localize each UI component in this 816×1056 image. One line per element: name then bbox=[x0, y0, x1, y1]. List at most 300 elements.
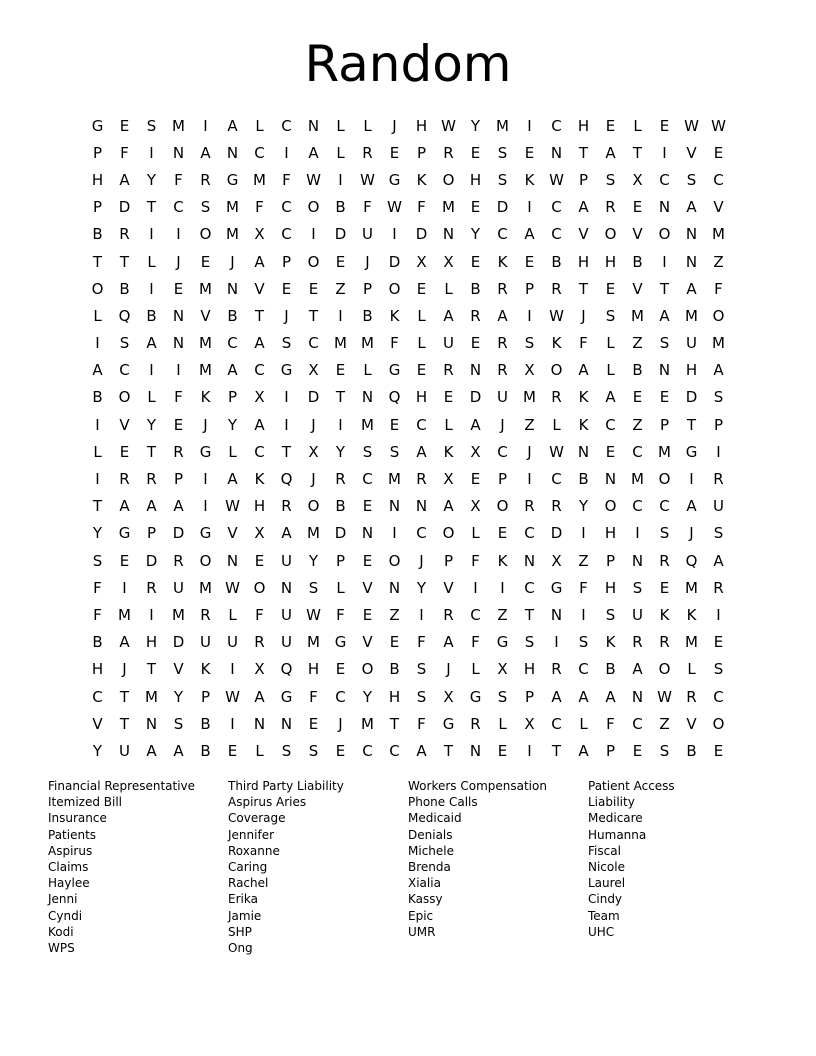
grid-letter[interactable]: M bbox=[712, 225, 725, 244]
grid-letter[interactable]: T bbox=[335, 388, 346, 407]
grid-letter[interactable]: E bbox=[497, 524, 508, 543]
grid-letter[interactable]: V bbox=[713, 198, 724, 217]
grid-letter[interactable]: F bbox=[336, 605, 345, 624]
grid-letter[interactable]: S bbox=[497, 170, 508, 189]
grid-letter[interactable]: A bbox=[227, 116, 238, 135]
grid-letter[interactable]: M bbox=[307, 524, 320, 543]
grid-letter[interactable]: G bbox=[334, 633, 347, 652]
grid-letter[interactable]: Y bbox=[470, 116, 481, 135]
grid-letter[interactable]: N bbox=[226, 551, 239, 570]
grid-letter[interactable]: R bbox=[173, 442, 184, 461]
grid-letter[interactable]: C bbox=[551, 198, 562, 217]
grid-letter[interactable]: P bbox=[173, 470, 184, 489]
grid-letter[interactable]: I bbox=[149, 605, 154, 624]
grid-letter[interactable]: D bbox=[496, 198, 509, 217]
grid-letter[interactable]: C bbox=[659, 170, 670, 189]
grid-letter[interactable]: K bbox=[497, 252, 508, 271]
grid-letter[interactable]: A bbox=[227, 361, 238, 380]
grid-letter[interactable]: J bbox=[176, 252, 181, 271]
grid-letter[interactable]: H bbox=[415, 388, 428, 407]
grid-letter[interactable]: P bbox=[227, 388, 238, 407]
grid-letter[interactable]: C bbox=[254, 143, 265, 162]
grid-letter[interactable]: C bbox=[713, 687, 724, 706]
grid-letter[interactable]: S bbox=[281, 741, 292, 760]
grid-letter[interactable]: H bbox=[469, 170, 482, 189]
grid-letter[interactable]: U bbox=[443, 334, 454, 353]
grid-letter[interactable]: Y bbox=[308, 551, 319, 570]
grid-letter[interactable]: O bbox=[496, 497, 509, 516]
grid-letter[interactable]: L bbox=[444, 415, 453, 434]
grid-letter[interactable]: S bbox=[659, 741, 670, 760]
grid-letter[interactable]: N bbox=[550, 143, 563, 162]
grid-letter[interactable]: L bbox=[444, 279, 453, 298]
grid-letter[interactable]: I bbox=[149, 361, 154, 380]
grid-letter[interactable]: X bbox=[632, 170, 643, 189]
grid-letter[interactable]: Z bbox=[524, 415, 535, 434]
grid-letter[interactable]: S bbox=[659, 334, 670, 353]
grid-letter[interactable]: L bbox=[363, 116, 372, 135]
grid-letter[interactable]: Z bbox=[632, 334, 643, 353]
grid-letter[interactable]: R bbox=[497, 334, 508, 353]
grid-letter[interactable]: K bbox=[551, 334, 562, 353]
grid-letter[interactable]: B bbox=[362, 306, 373, 325]
grid-letter[interactable]: O bbox=[550, 361, 563, 380]
grid-letter[interactable]: R bbox=[659, 551, 670, 570]
grid-letter[interactable]: I bbox=[284, 415, 289, 434]
grid-letter[interactable]: G bbox=[469, 687, 482, 706]
grid-letter[interactable]: A bbox=[281, 524, 292, 543]
grid-letter[interactable]: C bbox=[632, 442, 643, 461]
grid-letter[interactable]: I bbox=[122, 578, 127, 597]
grid-letter[interactable]: J bbox=[365, 252, 370, 271]
grid-letter[interactable]: U bbox=[686, 334, 697, 353]
grid-letter[interactable]: I bbox=[284, 388, 289, 407]
grid-letter[interactable]: F bbox=[471, 633, 480, 652]
grid-letter[interactable]: U bbox=[632, 605, 643, 624]
grid-letter[interactable]: A bbox=[146, 334, 157, 353]
grid-letter[interactable]: D bbox=[415, 225, 428, 244]
grid-letter[interactable]: M bbox=[631, 306, 644, 325]
grid-letter[interactable]: W bbox=[441, 116, 456, 135]
grid-letter[interactable]: S bbox=[686, 170, 697, 189]
grid-letter[interactable]: D bbox=[469, 388, 482, 407]
grid-letter[interactable]: H bbox=[91, 660, 104, 679]
grid-letter[interactable]: O bbox=[388, 279, 401, 298]
grid-letter[interactable]: W bbox=[549, 170, 564, 189]
grid-letter[interactable]: S bbox=[605, 170, 616, 189]
grid-letter[interactable]: Y bbox=[146, 170, 157, 189]
grid-letter[interactable]: F bbox=[579, 334, 588, 353]
grid-letter[interactable]: U bbox=[227, 633, 238, 652]
grid-letter[interactable]: Z bbox=[659, 714, 670, 733]
grid-letter[interactable]: C bbox=[119, 361, 130, 380]
grid-letter[interactable]: K bbox=[200, 660, 211, 679]
grid-letter[interactable]: Y bbox=[578, 497, 589, 516]
grid-letter[interactable]: I bbox=[176, 225, 181, 244]
grid-letter[interactable]: L bbox=[471, 660, 480, 679]
grid-letter[interactable]: D bbox=[334, 225, 347, 244]
grid-letter[interactable]: A bbox=[605, 143, 616, 162]
grid-letter[interactable]: N bbox=[631, 687, 644, 706]
grid-letter[interactable]: M bbox=[199, 361, 212, 380]
grid-letter[interactable]: S bbox=[713, 660, 724, 679]
grid-letter[interactable]: E bbox=[659, 116, 670, 135]
grid-letter[interactable]: R bbox=[200, 170, 211, 189]
grid-letter[interactable]: K bbox=[416, 170, 427, 189]
grid-letter[interactable]: R bbox=[146, 470, 157, 489]
grid-letter[interactable]: X bbox=[308, 442, 319, 461]
grid-letter[interactable]: R bbox=[659, 633, 670, 652]
grid-letter[interactable]: R bbox=[605, 198, 616, 217]
grid-letter[interactable]: S bbox=[362, 442, 373, 461]
grid-letter[interactable]: S bbox=[119, 334, 130, 353]
grid-letter[interactable]: I bbox=[149, 143, 154, 162]
grid-letter[interactable]: O bbox=[604, 497, 617, 516]
grid-letter[interactable]: E bbox=[119, 551, 130, 570]
grid-letter[interactable]: L bbox=[93, 442, 102, 461]
grid-letter[interactable]: S bbox=[389, 442, 400, 461]
grid-letter[interactable]: F bbox=[606, 714, 615, 733]
grid-letter[interactable]: K bbox=[686, 605, 697, 624]
grid-letter[interactable]: G bbox=[388, 170, 401, 189]
grid-letter[interactable]: Y bbox=[173, 687, 184, 706]
grid-letter[interactable]: E bbox=[362, 605, 373, 624]
grid-letter[interactable]: S bbox=[497, 143, 508, 162]
grid-letter[interactable]: E bbox=[335, 660, 346, 679]
grid-letter[interactable]: E bbox=[524, 143, 535, 162]
grid-letter[interactable]: X bbox=[524, 361, 535, 380]
grid-letter[interactable]: X bbox=[416, 252, 427, 271]
grid-letter[interactable]: S bbox=[308, 578, 319, 597]
grid-letter[interactable]: G bbox=[496, 633, 509, 652]
grid-letter[interactable]: L bbox=[93, 306, 102, 325]
grid-letter[interactable]: G bbox=[118, 524, 131, 543]
grid-letter[interactable]: F bbox=[417, 198, 426, 217]
grid-letter[interactable]: O bbox=[658, 660, 671, 679]
grid-letter[interactable]: D bbox=[685, 388, 698, 407]
grid-letter[interactable]: W bbox=[225, 497, 240, 516]
grid-letter[interactable]: N bbox=[658, 198, 671, 217]
grid-letter[interactable]: I bbox=[527, 470, 532, 489]
grid-letter[interactable]: S bbox=[173, 714, 184, 733]
grid-letter[interactable]: Z bbox=[713, 252, 724, 271]
grid-letter[interactable]: S bbox=[146, 116, 157, 135]
grid-letter[interactable]: L bbox=[255, 741, 264, 760]
grid-letter[interactable]: U bbox=[281, 605, 292, 624]
grid-letter[interactable]: E bbox=[632, 198, 643, 217]
grid-letter[interactable]: N bbox=[280, 578, 293, 597]
grid-letter[interactable]: W bbox=[387, 198, 402, 217]
grid-letter[interactable]: N bbox=[685, 252, 698, 271]
grid-letter[interactable]: N bbox=[172, 143, 185, 162]
grid-letter[interactable]: R bbox=[443, 143, 454, 162]
grid-letter[interactable]: O bbox=[307, 252, 320, 271]
grid-letter[interactable]: F bbox=[417, 714, 426, 733]
grid-letter[interactable]: B bbox=[632, 252, 643, 271]
grid-letter[interactable]: F bbox=[282, 170, 291, 189]
grid-letter[interactable]: R bbox=[551, 660, 562, 679]
grid-letter[interactable]: J bbox=[446, 660, 451, 679]
grid-letter[interactable]: R bbox=[335, 470, 346, 489]
grid-letter[interactable]: X bbox=[254, 660, 265, 679]
grid-letter[interactable]: L bbox=[417, 306, 426, 325]
grid-letter[interactable]: A bbox=[119, 497, 130, 516]
grid-letter[interactable]: V bbox=[173, 660, 184, 679]
grid-letter[interactable]: I bbox=[662, 252, 667, 271]
grid-letter[interactable]: A bbox=[713, 361, 724, 380]
grid-letter[interactable]: A bbox=[119, 633, 130, 652]
grid-letter[interactable]: T bbox=[254, 306, 265, 325]
grid-letter[interactable]: J bbox=[689, 524, 694, 543]
grid-letter[interactable]: L bbox=[633, 116, 642, 135]
grid-letter[interactable]: E bbox=[308, 279, 319, 298]
grid-letter[interactable]: T bbox=[281, 442, 292, 461]
grid-letter[interactable]: A bbox=[605, 388, 616, 407]
grid-letter[interactable]: C bbox=[389, 741, 400, 760]
grid-letter[interactable]: K bbox=[659, 605, 670, 624]
grid-letter[interactable]: P bbox=[416, 143, 427, 162]
grid-letter[interactable]: B bbox=[335, 198, 346, 217]
grid-letter[interactable]: P bbox=[605, 741, 616, 760]
grid-letter[interactable]: N bbox=[658, 361, 671, 380]
grid-letter[interactable]: O bbox=[712, 306, 725, 325]
grid-letter[interactable]: E bbox=[254, 551, 265, 570]
grid-letter[interactable]: W bbox=[684, 116, 699, 135]
grid-letter[interactable]: C bbox=[416, 524, 427, 543]
grid-letter[interactable]: O bbox=[118, 388, 131, 407]
grid-letter[interactable]: L bbox=[336, 578, 345, 597]
grid-letter[interactable]: H bbox=[577, 252, 590, 271]
grid-letter[interactable]: S bbox=[416, 660, 427, 679]
grid-letter[interactable]: P bbox=[659, 415, 670, 434]
grid-letter[interactable]: M bbox=[658, 442, 671, 461]
grid-letter[interactable]: C bbox=[713, 170, 724, 189]
grid-letter[interactable]: S bbox=[92, 551, 103, 570]
grid-letter[interactable]: J bbox=[527, 442, 532, 461]
grid-letter[interactable]: E bbox=[335, 252, 346, 271]
grid-letter[interactable]: X bbox=[524, 714, 535, 733]
grid-letter[interactable]: M bbox=[226, 198, 239, 217]
grid-letter[interactable]: N bbox=[550, 605, 563, 624]
grid-letter[interactable]: T bbox=[119, 252, 130, 271]
grid-letter[interactable]: A bbox=[227, 470, 238, 489]
grid-letter[interactable]: O bbox=[442, 170, 455, 189]
grid-letter[interactable]: P bbox=[605, 551, 616, 570]
grid-letter[interactable]: F bbox=[255, 605, 264, 624]
grid-letter[interactable]: L bbox=[687, 660, 696, 679]
grid-letter[interactable]: W bbox=[711, 116, 726, 135]
grid-letter[interactable]: A bbox=[578, 687, 589, 706]
grid-letter[interactable]: X bbox=[308, 361, 319, 380]
grid-letter[interactable]: L bbox=[471, 524, 480, 543]
grid-letter[interactable]: N bbox=[361, 388, 374, 407]
grid-letter[interactable]: O bbox=[91, 279, 104, 298]
grid-letter[interactable]: G bbox=[91, 116, 104, 135]
grid-letter[interactable]: I bbox=[500, 578, 505, 597]
grid-letter[interactable]: J bbox=[581, 306, 586, 325]
grid-letter[interactable]: E bbox=[389, 143, 400, 162]
grid-letter[interactable]: R bbox=[200, 605, 211, 624]
grid-letter[interactable]: E bbox=[389, 415, 400, 434]
grid-letter[interactable]: M bbox=[172, 116, 185, 135]
grid-letter[interactable]: I bbox=[230, 660, 235, 679]
grid-letter[interactable]: A bbox=[416, 741, 427, 760]
grid-letter[interactable]: L bbox=[147, 252, 156, 271]
grid-letter[interactable]: W bbox=[306, 170, 321, 189]
grid-letter[interactable]: E bbox=[119, 442, 130, 461]
grid-letter[interactable]: N bbox=[307, 116, 320, 135]
grid-letter[interactable]: V bbox=[362, 633, 373, 652]
grid-letter[interactable]: F bbox=[174, 388, 183, 407]
grid-letter[interactable]: C bbox=[362, 470, 373, 489]
grid-letter[interactable]: T bbox=[389, 714, 400, 733]
grid-letter[interactable]: C bbox=[632, 714, 643, 733]
grid-letter[interactable]: C bbox=[551, 470, 562, 489]
grid-letter[interactable]: G bbox=[280, 687, 293, 706]
grid-letter[interactable]: C bbox=[470, 605, 481, 624]
grid-letter[interactable]: N bbox=[388, 497, 401, 516]
grid-letter[interactable]: Q bbox=[118, 306, 131, 325]
grid-letter[interactable]: U bbox=[281, 551, 292, 570]
grid-letter[interactable]: K bbox=[389, 306, 400, 325]
grid-letter[interactable]: V bbox=[443, 578, 454, 597]
grid-letter[interactable]: E bbox=[470, 470, 481, 489]
grid-letter[interactable]: N bbox=[361, 524, 374, 543]
grid-letter[interactable]: I bbox=[95, 470, 100, 489]
grid-letter[interactable]: D bbox=[334, 524, 347, 543]
grid-letter[interactable]: Z bbox=[335, 279, 346, 298]
grid-letter[interactable]: C bbox=[281, 198, 292, 217]
grid-letter[interactable]: E bbox=[632, 388, 643, 407]
grid-letter[interactable]: X bbox=[443, 687, 454, 706]
grid-letter[interactable]: F bbox=[471, 551, 480, 570]
grid-letter[interactable]: C bbox=[632, 497, 643, 516]
grid-letter[interactable]: D bbox=[307, 388, 320, 407]
grid-letter[interactable]: A bbox=[254, 687, 265, 706]
grid-letter[interactable]: R bbox=[443, 361, 454, 380]
grid-letter[interactable]: I bbox=[203, 497, 208, 516]
grid-letter[interactable]: A bbox=[416, 442, 427, 461]
grid-letter[interactable]: A bbox=[146, 497, 157, 516]
grid-letter[interactable]: R bbox=[443, 605, 454, 624]
grid-letter[interactable]: T bbox=[146, 442, 157, 461]
grid-letter[interactable]: M bbox=[145, 687, 158, 706]
grid-letter[interactable]: K bbox=[254, 470, 265, 489]
grid-letter[interactable]: S bbox=[281, 334, 292, 353]
grid-letter[interactable]: M bbox=[226, 225, 239, 244]
grid-letter[interactable]: D bbox=[172, 524, 185, 543]
grid-letter[interactable]: M bbox=[442, 198, 455, 217]
grid-letter[interactable]: I bbox=[527, 306, 532, 325]
grid-letter[interactable]: A bbox=[254, 415, 265, 434]
grid-letter[interactable]: E bbox=[335, 361, 346, 380]
grid-letter[interactable]: C bbox=[281, 225, 292, 244]
grid-letter[interactable]: S bbox=[524, 633, 535, 652]
grid-letter[interactable]: O bbox=[658, 225, 671, 244]
grid-letter[interactable]: V bbox=[92, 714, 103, 733]
grid-letter[interactable]: I bbox=[581, 605, 586, 624]
grid-letter[interactable]: H bbox=[604, 252, 617, 271]
grid-letter[interactable]: K bbox=[578, 415, 589, 434]
grid-letter[interactable]: T bbox=[146, 660, 157, 679]
grid-letter[interactable]: G bbox=[199, 524, 212, 543]
grid-letter[interactable]: R bbox=[497, 279, 508, 298]
grid-letter[interactable]: M bbox=[361, 334, 374, 353]
grid-letter[interactable]: D bbox=[172, 633, 185, 652]
grid-letter[interactable]: L bbox=[228, 605, 237, 624]
grid-letter[interactable]: R bbox=[524, 497, 535, 516]
grid-letter[interactable]: Q bbox=[280, 660, 293, 679]
grid-letter[interactable]: B bbox=[227, 306, 238, 325]
grid-letter[interactable]: I bbox=[527, 198, 532, 217]
grid-letter[interactable]: G bbox=[199, 442, 212, 461]
grid-letter[interactable]: B bbox=[632, 361, 643, 380]
grid-letter[interactable]: A bbox=[524, 225, 535, 244]
grid-letter[interactable]: P bbox=[200, 687, 211, 706]
grid-letter[interactable]: M bbox=[199, 279, 212, 298]
grid-letter[interactable]: F bbox=[93, 578, 102, 597]
grid-letter[interactable]: B bbox=[200, 741, 211, 760]
grid-letter[interactable]: Y bbox=[227, 415, 238, 434]
grid-letter[interactable]: L bbox=[147, 388, 156, 407]
grid-letter[interactable]: C bbox=[605, 415, 616, 434]
grid-letter[interactable]: O bbox=[199, 551, 212, 570]
grid-letter[interactable]: K bbox=[200, 388, 211, 407]
grid-letter[interactable]: W bbox=[225, 687, 240, 706]
grid-letter[interactable]: F bbox=[93, 605, 102, 624]
grid-letter[interactable]: A bbox=[308, 143, 319, 162]
grid-letter[interactable]: L bbox=[363, 361, 372, 380]
grid-letter[interactable]: T bbox=[524, 605, 535, 624]
grid-letter[interactable]: L bbox=[228, 442, 237, 461]
grid-letter[interactable]: A bbox=[551, 687, 562, 706]
grid-letter[interactable]: A bbox=[443, 497, 454, 516]
grid-letter[interactable]: R bbox=[632, 633, 643, 652]
grid-letter[interactable]: N bbox=[442, 225, 455, 244]
grid-letter[interactable]: B bbox=[578, 470, 589, 489]
grid-letter[interactable]: X bbox=[443, 470, 454, 489]
grid-letter[interactable]: O bbox=[442, 524, 455, 543]
grid-letter[interactable]: C bbox=[254, 442, 265, 461]
grid-letter[interactable]: X bbox=[497, 660, 508, 679]
grid-letter[interactable]: A bbox=[632, 660, 643, 679]
grid-letter[interactable]: S bbox=[200, 198, 211, 217]
grid-letter[interactable]: A bbox=[443, 633, 454, 652]
grid-letter[interactable]: Z bbox=[632, 415, 643, 434]
grid-letter[interactable]: B bbox=[335, 497, 346, 516]
grid-letter[interactable]: S bbox=[578, 633, 589, 652]
grid-letter[interactable]: P bbox=[713, 415, 724, 434]
grid-letter[interactable]: O bbox=[658, 470, 671, 489]
grid-letter[interactable]: E bbox=[605, 442, 616, 461]
grid-letter[interactable]: K bbox=[443, 442, 454, 461]
grid-letter[interactable]: N bbox=[280, 714, 293, 733]
grid-letter[interactable]: E bbox=[713, 143, 724, 162]
grid-letter[interactable]: I bbox=[284, 143, 289, 162]
grid-letter[interactable]: V bbox=[362, 578, 373, 597]
grid-letter[interactable]: L bbox=[336, 116, 345, 135]
grid-letter[interactable]: A bbox=[254, 334, 265, 353]
grid-letter[interactable]: A bbox=[200, 143, 211, 162]
grid-letter[interactable]: J bbox=[338, 714, 343, 733]
grid-letter[interactable]: O bbox=[361, 660, 374, 679]
grid-letter[interactable]: N bbox=[226, 279, 239, 298]
grid-letter[interactable]: H bbox=[307, 660, 320, 679]
grid-letter[interactable]: O bbox=[253, 578, 266, 597]
grid-letter[interactable]: C bbox=[308, 334, 319, 353]
grid-letter[interactable]: L bbox=[417, 334, 426, 353]
grid-letter[interactable]: E bbox=[470, 143, 481, 162]
